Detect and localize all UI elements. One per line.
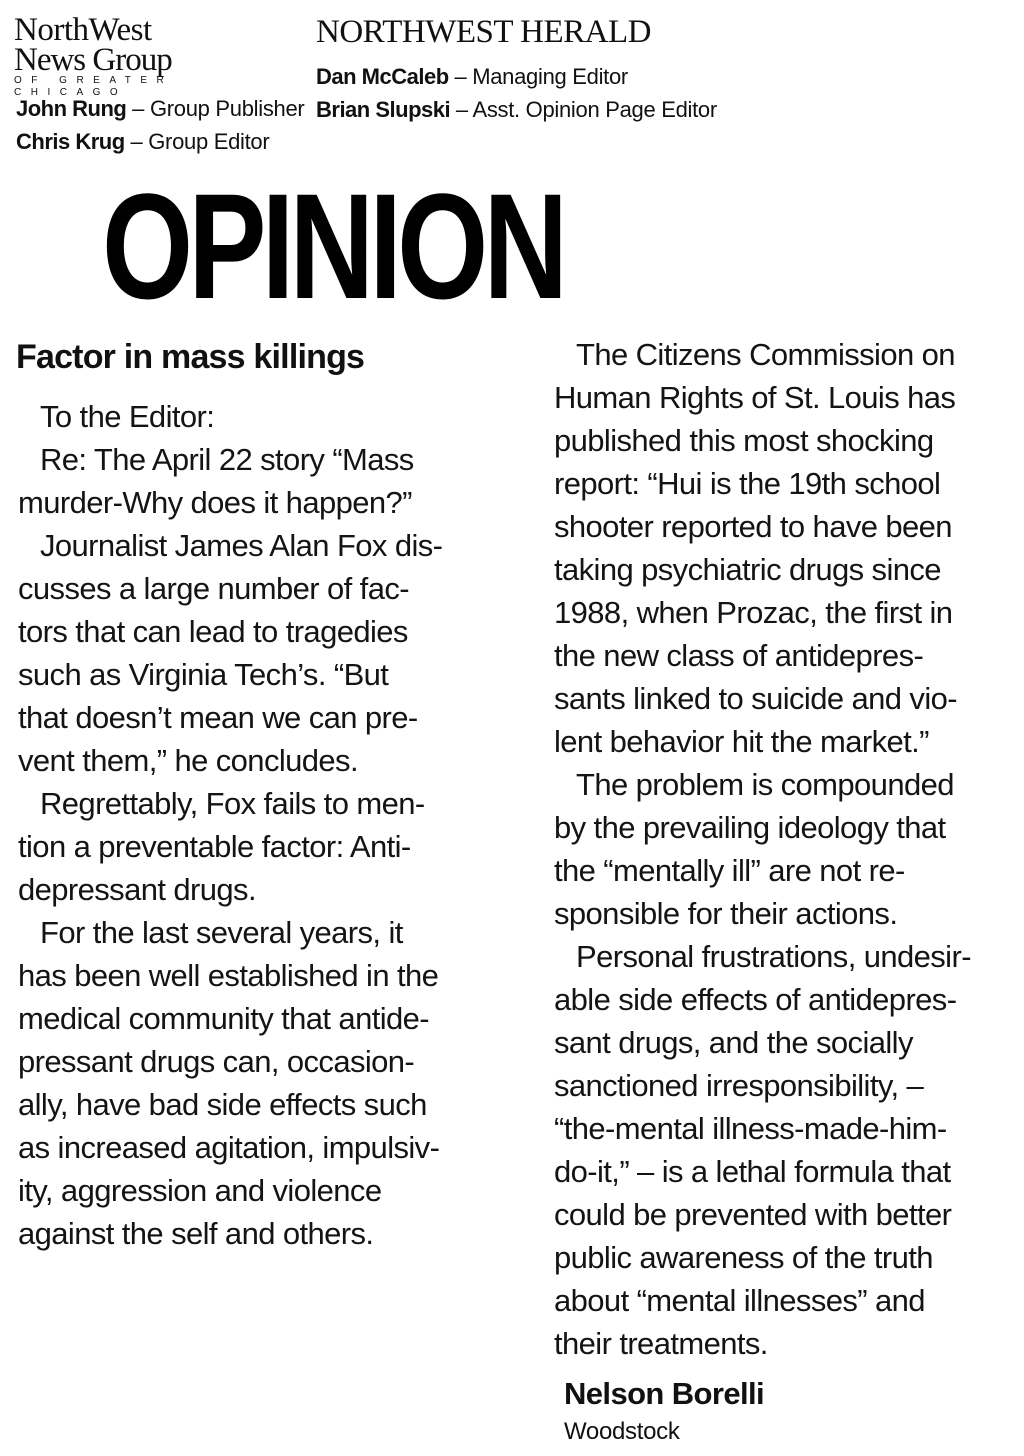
staff-separator: –: [126, 96, 150, 121]
text-line: about “mental illnesses” and: [554, 1283, 925, 1318]
text-line: the “mentally ill” are not re-: [554, 853, 905, 888]
text-line: cusses a large number of fac-: [18, 571, 409, 606]
text-line: that doesn’t mean we can pre-: [18, 700, 418, 735]
northwest-news-group-logo: [14, 14, 244, 99]
text-line: lent behavior hit the market.”: [554, 724, 929, 759]
right-staff-list: [316, 60, 717, 126]
text-line: Re: The April 22 story “Mass: [40, 442, 414, 477]
article-left-column: [18, 395, 518, 1255]
text-line: The problem is compounded: [576, 767, 954, 802]
text-line: shooter reported to have been: [554, 509, 952, 544]
section-title: OPINION: [102, 162, 564, 330]
text-line: tion a preventable factor: Anti-: [18, 829, 411, 864]
text-line: as increased agitation, impulsiv-: [18, 1130, 440, 1165]
staff-role: Group Publisher: [149, 96, 305, 121]
text-line: depressant drugs.: [18, 872, 256, 907]
text-line: Journalist James Alan Fox dis-: [40, 528, 443, 563]
text-line: “the-mental illness-made-him-: [554, 1111, 947, 1146]
text-line: taking psychiatric drugs since: [554, 552, 941, 587]
text-line: has been well established in the: [18, 958, 439, 993]
text-line: public awareness of the truth: [554, 1240, 933, 1275]
staff-entry: [16, 92, 304, 125]
staff-entry: [316, 60, 717, 93]
text-line: the new class of antidepres-: [554, 638, 924, 673]
staff-entry: [16, 125, 304, 158]
logo-line-greater-chicago: OF GREATER CHICAGO: [14, 75, 174, 98]
staff-name: Chris Krug: [16, 129, 125, 154]
text-line: Regrettably, Fox fails to men-: [40, 786, 425, 821]
text-line: could be prevented with better: [554, 1197, 952, 1232]
text-line: such as Virginia Tech’s. “But: [18, 657, 389, 692]
text-line: sanctioned irresponsibility, –: [554, 1068, 924, 1103]
text-line: murder-Why does it happen?”: [18, 485, 412, 520]
text-line: report: “Hui is the 19th school: [554, 466, 941, 501]
text-line: their treatments.: [554, 1326, 768, 1361]
text-line: do-it,” – is a lethal formula that: [554, 1154, 951, 1189]
staff-name: Dan McCaleb: [316, 64, 449, 89]
logo-line-northwest: NorthWest: [14, 12, 152, 48]
text-line: pressant drugs can, occasion-: [18, 1044, 415, 1079]
text-line: sants linked to suicide and vio-: [554, 681, 957, 716]
text-line: tors that can lead to tragedies: [18, 614, 408, 649]
section-banner: [102, 162, 564, 330]
staff-role: Managing Editor: [472, 64, 628, 89]
author-location: Woodstock: [564, 1418, 680, 1445]
staff-role: Group Editor: [148, 129, 270, 154]
staff-separator: –: [124, 129, 149, 154]
text-line: 1988, when Prozac, the first in: [554, 595, 953, 630]
staff-separator: –: [450, 97, 473, 122]
text-line: Human Rights of St. Louis has: [554, 380, 956, 415]
text-line: against the self and others.: [18, 1216, 374, 1251]
text-line: ity, aggression and violence: [18, 1173, 382, 1208]
article-headline: Factor in mass killings: [16, 338, 365, 376]
staff-role: Asst. Opinion Page Editor: [472, 97, 717, 122]
text-line: by the prevailing ideology that: [554, 810, 946, 845]
text-line: published this most shocking: [554, 423, 934, 458]
author-name: Nelson Borelli: [564, 1376, 765, 1411]
text-line: sant drugs, and the socially: [554, 1025, 913, 1060]
text-line: For the last several years, it: [40, 915, 403, 950]
text-line: To the Editor:: [40, 399, 215, 434]
text-line: ally, have bad side effects such: [18, 1087, 427, 1122]
text-line: medical community that antide-: [18, 1001, 430, 1036]
staff-name: John Rung: [16, 96, 127, 121]
staff-entry: [316, 93, 717, 126]
staff-name: Brian Slupski: [316, 97, 451, 122]
article-right-column: [554, 333, 1014, 1365]
text-line: The Citizens Commission on: [576, 337, 955, 372]
text-line: able side effects of antidepres-: [554, 982, 957, 1017]
staff-separator: –: [448, 64, 473, 89]
paper-title: NORTHWEST HERALD: [316, 14, 651, 50]
text-line: sponsible for their actions.: [554, 896, 898, 931]
left-staff-list: [16, 92, 304, 158]
text-line: vent them,” he concludes.: [18, 743, 358, 778]
logo-line-news-group: News Group: [14, 42, 172, 78]
text-line: Personal frustrations, undesir-: [576, 939, 971, 974]
